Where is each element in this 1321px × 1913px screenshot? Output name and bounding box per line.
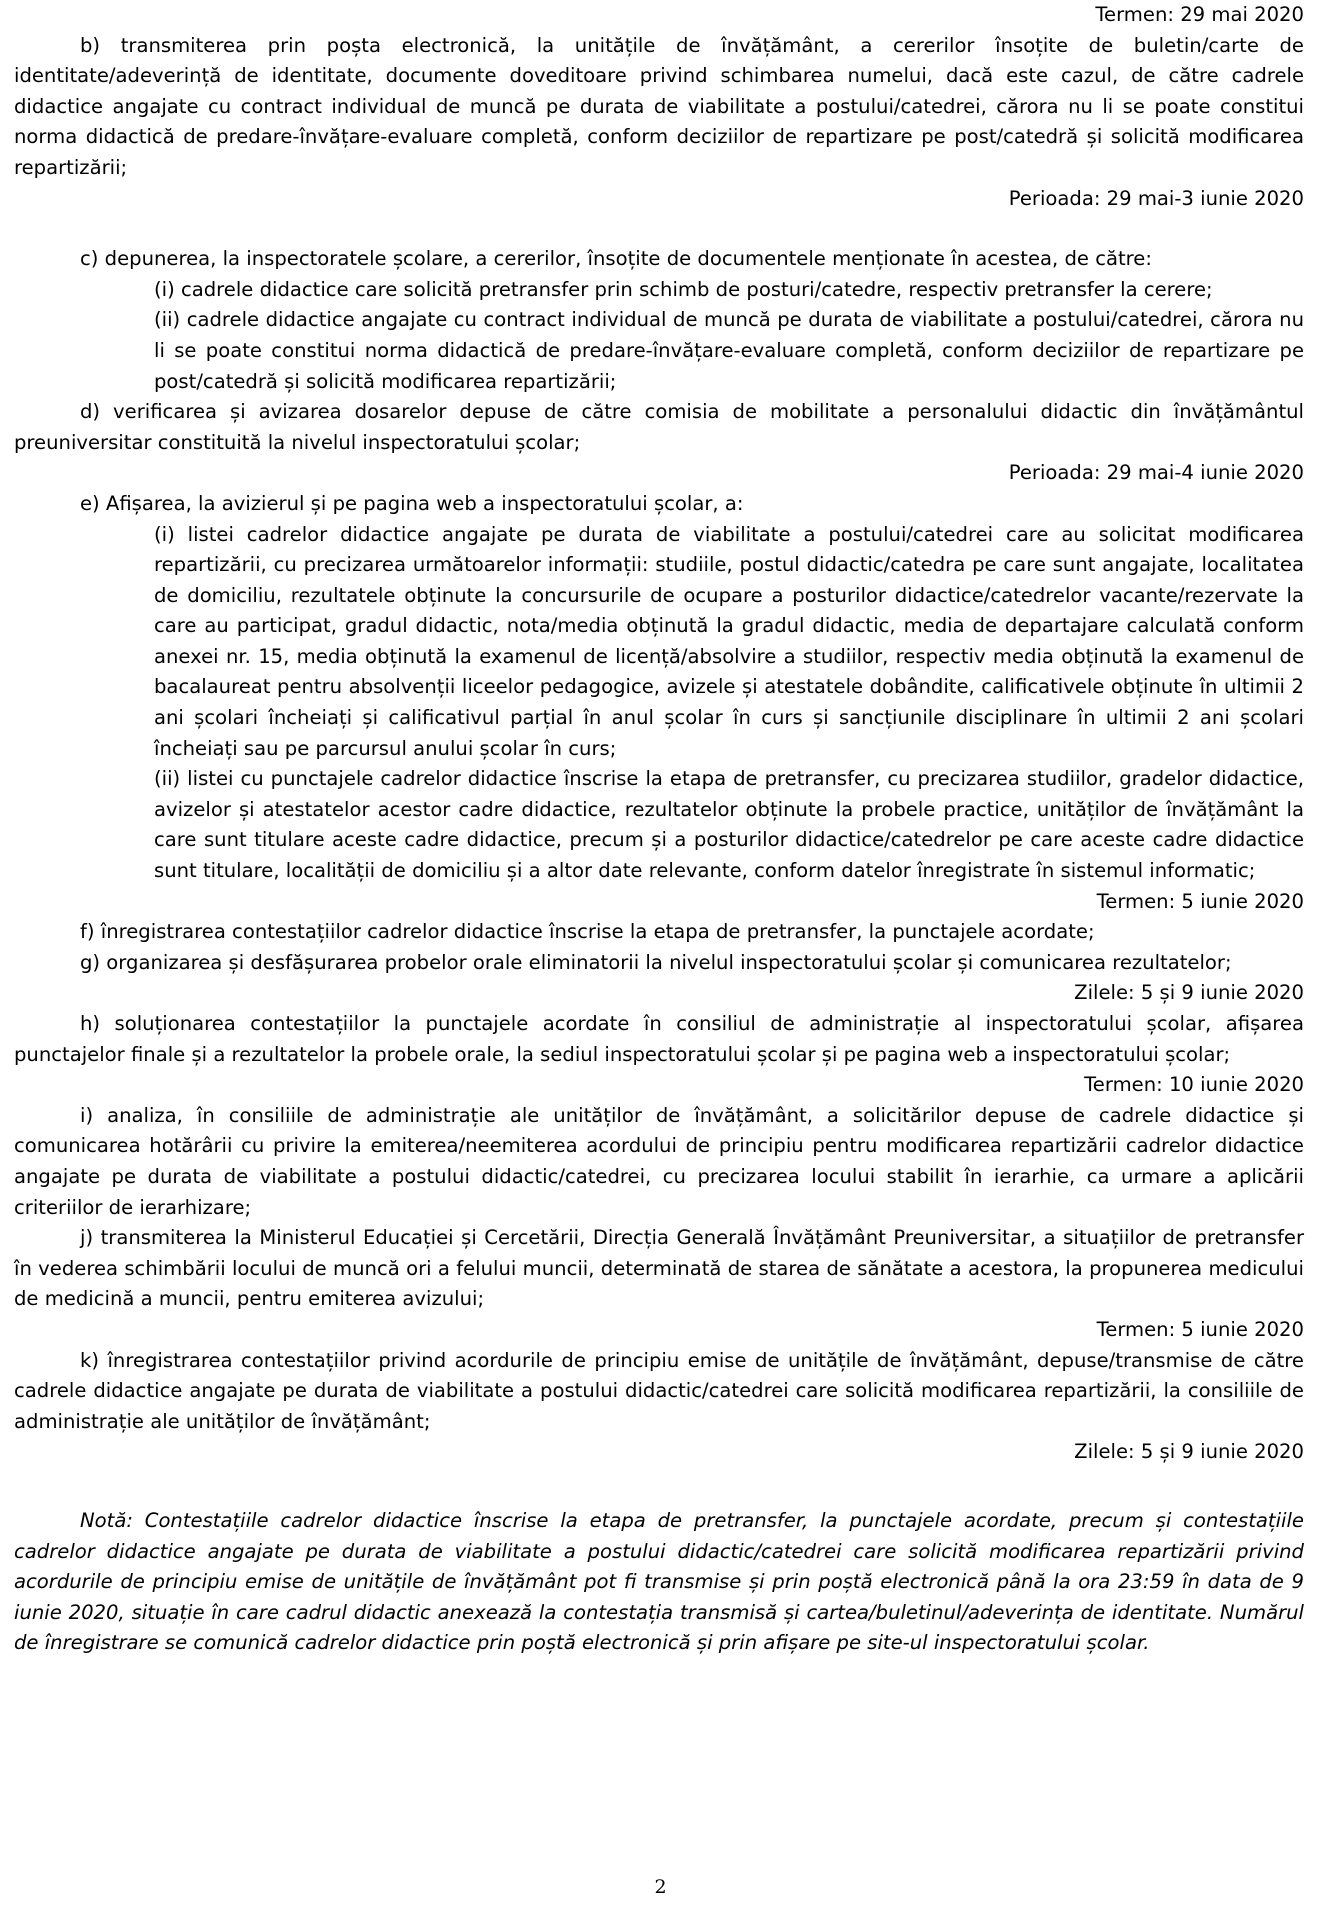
item-g: g) organizarea și desfășurarea probelor orale eliminatorii la nivelul inspectoratului școlar și comunicarea rezultatelor; [80, 950, 1232, 974]
term-j: Termen: 5 iunie 2020 [1096, 1317, 1304, 1341]
term-e: Termen: 5 iunie 2020 [1096, 889, 1304, 913]
note-paragraph: Notă: Contestațiile cadrelor didactice înscrise la etapa de pretransfer, la punctajele acordate, precum și contestațiile cadrelor didactice angajate pe durata de viabilitate a postului didactic/catedrei care solicită modificarea repartizării privind acordurile de principiu emise de unitățile de învățământ pot fi transmise și prin poștă electronică până la ora 23:59 în data de 9 iunie 2020, situație în care cadrul didactic anexează la contestația transmisă și cartea/buletinul/adeverința de identitate. Numărul de înregistrare se comunică cadrelor didactice prin poștă electronică și prin afișare pe site-ul inspectoratului școlar. [14, 1508, 1304, 1655]
item-h: h) soluționarea contestațiilor la punctajele acordate în consiliul de administrație al inspectoratului școlar, afișarea punctajelor finale și a rezultatelor la probele orale, la sediul inspectoratului școlar și pe pagina web a inspectoratului școlar; [14, 1012, 1304, 1066]
term-top: Termen: 29 mai 2020 [1095, 3, 1304, 26]
item-e-sub-i: (i) listei cadrelor didactice angajate pe durata de viabilitate a postului/catedrei care au solicitat modificarea repartizării, cu precizarea următoarelor informații: studiile, postul didactic/catedra pe care sunt angajate, localitatea de domiciliu, rezultatele obținute la concursurile de ocupare a posturilor didactice/catedrelor vacante/rezervate la care au participat, gradul didactic, nota/media obținută la gradul didactic, media de departajare calculată conform anexei nr. 15, media obținută la examenul de licență/absolvire a studiilor, respectiv media obținută la examenul de bacalaureat pentru absolvenții liceelor pedagogice, avizele și atestatele dobândite, calificativele obținute în ultimii 2 ani școlari încheiați și calificativul parțial în anul școlar în curs și sancțiunile disciplinare în ultimii 2 ani școlari încheiați sau pe parcursul anului școlar în curs; [154, 522, 1304, 760]
item-d: d) verificarea și avizarea dosarelor depuse de către comisia de mobilitate a personalului didactic din învățământul preuniversitar constituită la nivelul inspectoratului școlar; [14, 400, 1304, 454]
item-e: e) Afișarea, la avizierul și pe pagina web a inspectoratului școlar, a: [80, 491, 744, 515]
item-c: c) depunerea, la inspectoratele școlare, a cererilor, însoțite de documentele menționate în acestea, de către: [80, 247, 1152, 271]
term-k: Zilele: 5 și 9 iunie 2020 [1074, 1440, 1304, 1464]
page-number: 2 [654, 1876, 667, 1898]
item-c-sub-i: (i) cadrele didactice care solicită pretransfer prin schimb de posturi/catedre, respectiv pretransfer la cerere; [154, 277, 1213, 301]
term-b: Perioada: 29 mai-3 iunie 2020 [1008, 186, 1304, 210]
term-g: Zilele: 5 și 9 iunie 2020 [1074, 981, 1304, 1005]
item-b: b) transmiterea prin poșta electronică, la unitățile de învățământ, a cererilor însoțite de buletin/carte de identitate/adeverință de identitate, documente doveditoare privind schimbarea numelui, dacă este cazul, de către cadrele didactice angajate cu contract individual de muncă pe durata de viabilitate a postului/catedrei, cărora nu li se poate constitui norma didactică de predare-învățare-evaluare completă, conform deciziilor de repartizare pe post/catedră și solicită modificarea repartizării; [14, 33, 1304, 179]
term-d: Perioada: 29 mai-4 iunie 2020 [1008, 461, 1304, 485]
term-h: Termen: 10 iunie 2020 [1084, 1073, 1304, 1097]
item-e-sub-ii: (ii) listei cu punctajele cadrelor didactice înscrise la etapa de pretransfer, cu precizarea studiilor, gradelor didactice, avizelor și atestatelor acestor cadre didactice, rezultatelor obținute la probele practice, unităților de învățământ la care sunt titulare aceste cadre didactice, precum și a posturilor didactice/catedrelor pe care aceste cadre didactice sunt titulare, localității de domiciliu și a altor date relevante, conform datelor înregistrate în sistemul informatic; [154, 767, 1304, 883]
item-i: i) analiza, în consiliile de administrație ale unităților de învățământ, a solicitărilor depuse de cadrele didactice și comunicarea hotărârii cu privire la emiterea/neemiterea acordului de principiu pentru modificarea repartizării cadrelor didactice angajate pe durata de viabilitate a postului didactic/catedrei, cu precizarea locului stabilit în ierarhie, ca urmare a aplicării criteriilor de ierarhizare; [14, 1103, 1304, 1219]
item-k: k) înregistrarea contestațiilor privind acordurile de principiu emise de unitățile de învățământ, depuse/transmise de către cadrele didactice angajate pe durata de viabilitate a postului didactic/catedrei care solicită modificarea repartizării, la consiliile de administrație ale unităților de învățământ; [14, 1348, 1304, 1433]
item-j: j) transmiterea la Ministerul Educației și Cercetării, Direcția Generală Învățământ Preuniversitar, a situațiilor de pretransfer în vederea schimbării locului de muncă ori a felului muncii, determinată de starea de sănătate a acestora, la propunerea medicului de medicină a muncii, pentru emiterea avizului; [14, 1226, 1304, 1311]
item-f: f) înregistrarea contestațiilor cadrelor didactice înscrise la etapa de pretransfer, la punctajele acordate; [80, 920, 1095, 944]
item-c-sub-ii: (ii) cadrele didactice angajate cu contract individual de muncă pe durata de viabilitate a postului/catedrei, cărora nu li se poate constitui norma didactică de predare-învățare-evaluare completă, conform deciziilor de repartizare pe post/catedră și solicită modificarea repartizării; [154, 308, 1304, 393]
